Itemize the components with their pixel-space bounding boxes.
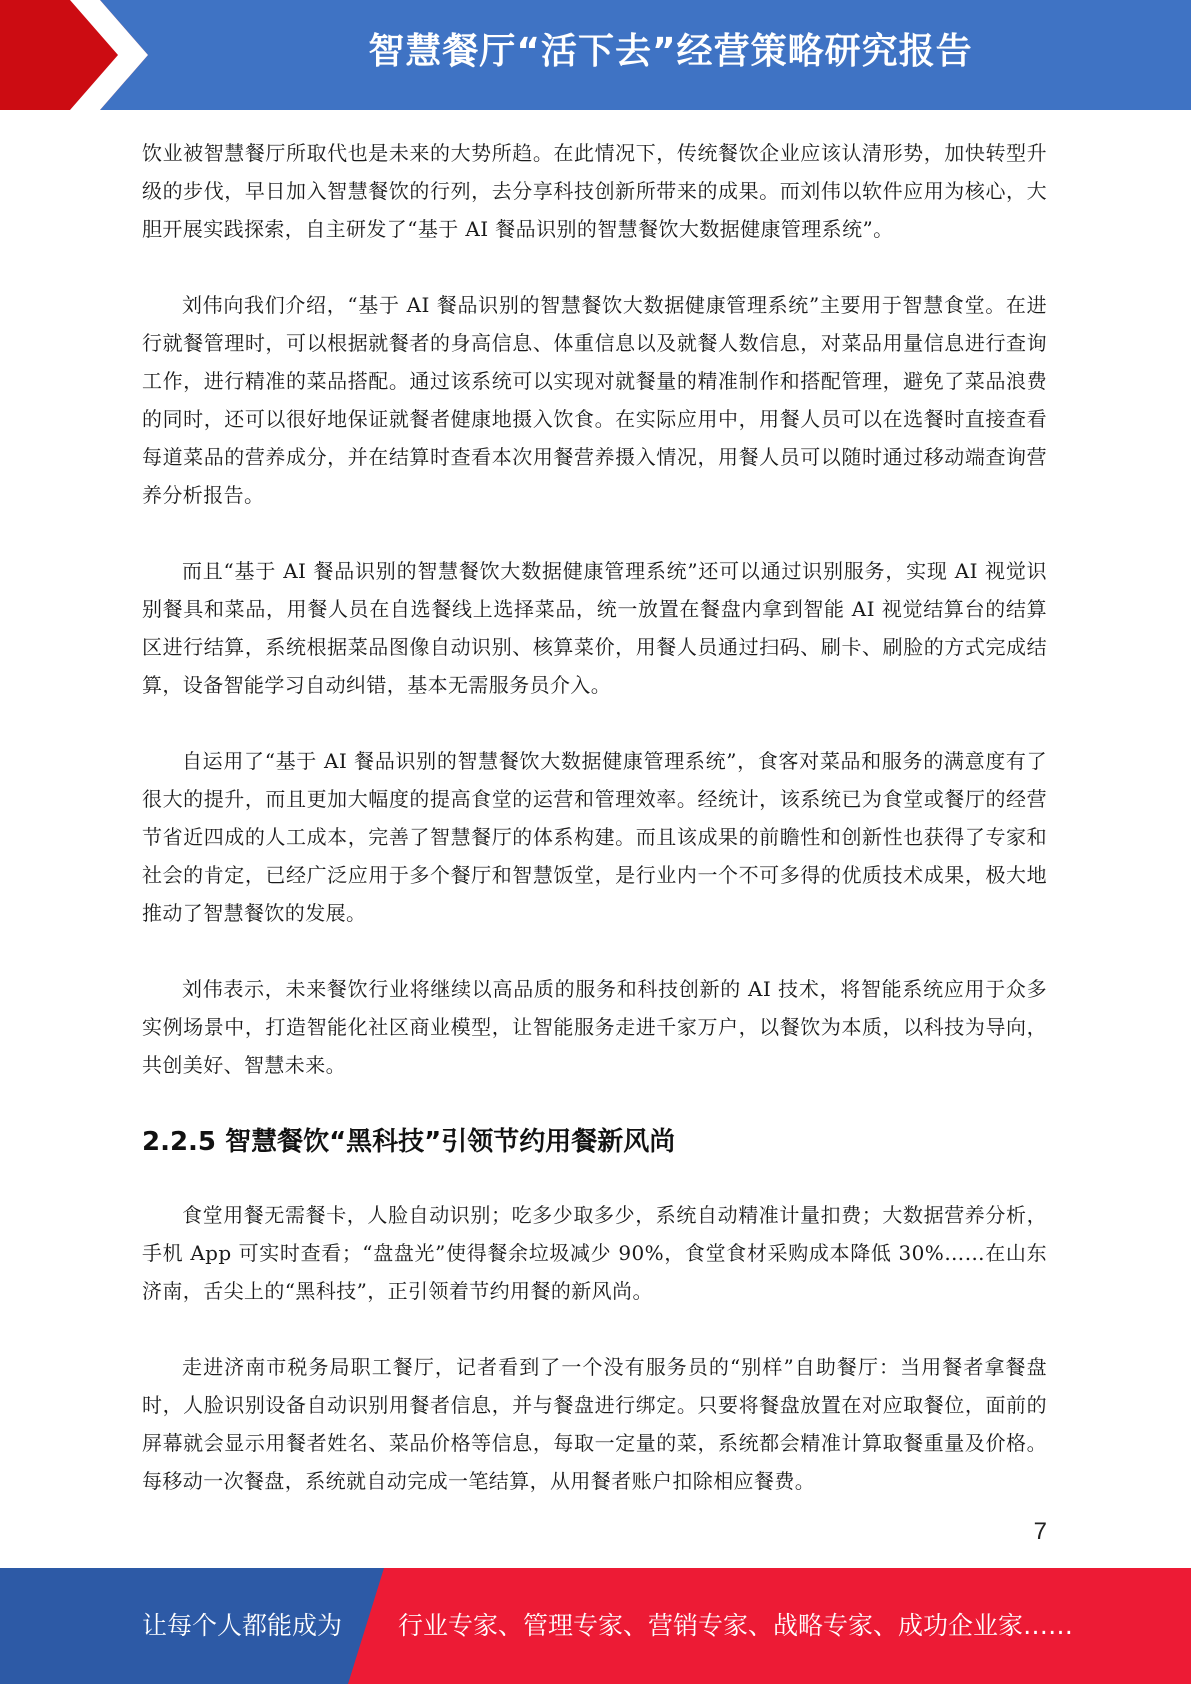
header-arrow-decoration — [0, 0, 160, 110]
report-title: 智慧餐厅“活下去”经营策略研究报告 — [368, 31, 973, 72]
paragraph: 饮业被智慧餐厅所取代也是未来的大势所趋。在此情况下，传统餐饮企业应该认清形势，加快转型升级的步伐，早日加入智慧餐饮的行列，去分享科技创新所带来的成果。而刘伟以软件应用为核心，大胆开展实践探索，自主研发了“基于 AI 餐品识别的智慧餐饮大数据健康管理系统”。 — [142, 141, 1047, 241]
paragraph: 食堂用餐无需餐卡，人脸自动识别；吃多少取多少，系统自动精准计量扣费；大数据营养分析，手机 App 可实时查看；“盘盘光”使得餐余垃圾减少 90%，食堂食材采购成本降低 30%……在山东济南，舌尖上的“黑科技”，正引领着节约用餐的新风尚。 — [142, 1203, 1047, 1303]
paragraph: 刘伟向我们介绍，“基于 AI 餐品识别的智慧餐饮大数据健康管理系统”主要用于智慧食堂。在进行就餐管理时，可以根据就餐者的身高信息、体重信息以及就餐人数信息，对菜品用量信息进行查询工作，进行精准的菜品搭配。通过该系统可以实现对就餐量的精准制作和搭配管理，避免了菜品浪费的同时，还可以很好地保证就餐者健康地摄入饮食。在实际应用中，用餐人员可以在选餐时直接查看每道菜品的营养成分，并在结算时查看本次用餐营养摄入情况，用餐人员可以随时通过移动端查询营养分析报告。 — [142, 293, 1047, 507]
header-banner — [0, 0, 1191, 110]
paragraph: 刘伟表示，未来餐饮行业将继续以高品质的服务和科技创新的 AI 技术，将智能系统应用于众多实例场景中，打造智能化社区商业模型，让智能服务走进千家万户，以餐饮为本质，以科技为导向，共创美好、智慧未来。 — [142, 977, 1047, 1077]
page-number: 7 — [1033, 1518, 1047, 1545]
article-body — [142, 134, 1047, 1538]
paragraph: 自运用了“基于 AI 餐品识别的智慧餐饮大数据健康管理系统”，食客对菜品和服务的满意度有了很大的提升，而且更加大幅度的提高食堂的运营和管理效率。经统计，该系统已为食堂或餐厅的经营节省近四成的人工成本，完善了智慧餐厅的体系构建。而且该成果的前瞻性和创新性也获得了专家和社会的肯定，已经广泛应用于多个餐厅和智慧饭堂，是行业内一个不可多得的优质技术成果，极大地推动了智慧餐饮的发展。 — [142, 749, 1047, 925]
footer-slogan-left: 让每个人都能成为 — [142, 1611, 343, 1640]
section-heading: 2.2.5 智慧餐饮“黑科技”引领节约用餐新风尚 — [142, 1127, 676, 1157]
footer-slogan-right: 行业专家、管理专家、营销专家、战略专家、成功企业家…… — [398, 1611, 1074, 1640]
footer-banner — [0, 1568, 1191, 1684]
paragraph: 走进济南市税务局职工餐厅，记者看到了一个没有服务员的“别样”自助餐厅：当用餐者拿餐盘时，人脸识别设备自动识别用餐者信息，并与餐盘进行绑定。只要将餐盘放置在对应取餐位，面前的屏幕就会显示用餐者姓名、菜品价格等信息，每取一定量的菜，系统都会精准计算取餐重量及价格。每移动一次餐盘，系统就自动完成一笔结算，从用餐者账户扣除相应餐费。 — [142, 1355, 1047, 1493]
paragraph: 而且“基于 AI 餐品识别的智慧餐饮大数据健康管理系统”还可以通过识别服务，实现 AI 视觉识别餐具和菜品，用餐人员在自选餐线上选择菜品，统一放置在餐盘内拿到智能 AI 视觉结算台的结算区进行结算，系统根据菜品图像自动识别、核算菜价，用餐人员通过扫码、刷卡、刷脸的方式完成结算，设备智能学习自动纠错，基本无需服务员介入。 — [142, 559, 1047, 697]
